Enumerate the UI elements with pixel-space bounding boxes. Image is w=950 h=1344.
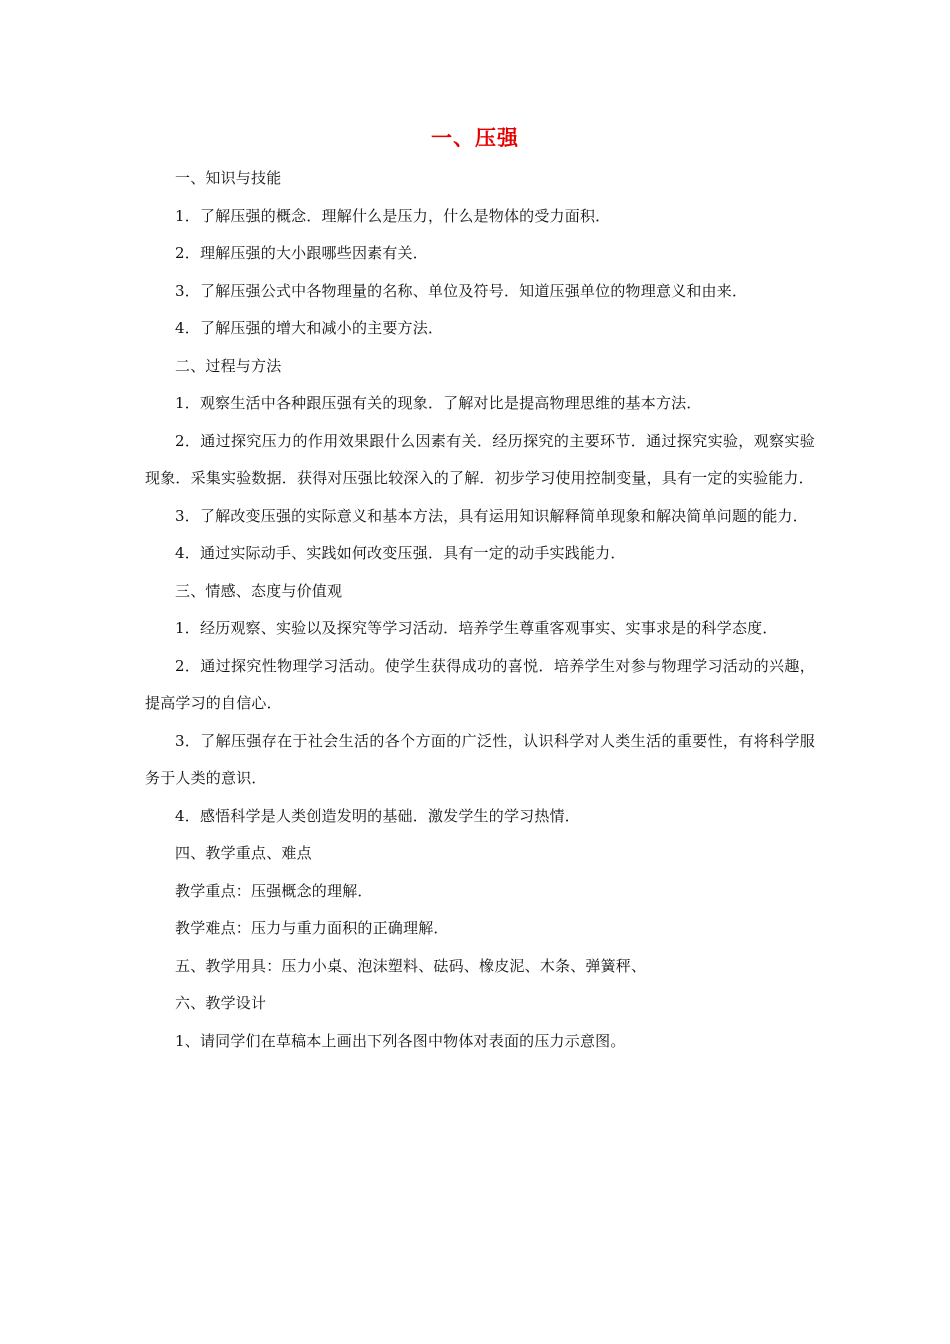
section-heading-tools: 五、教学用具：压力小桌、泡沫塑料、砝码、橡皮泥、木条、弹簧秤、 <box>175 956 647 975</box>
paragraph: 3．了解压强存在于社会生活的各个方面的广泛性，认识科学对人类生活的重要性，有将科学服务于人类的意识． <box>145 731 815 787</box>
paragraph: 2．通过探究压力的作用效果跟什么因素有关．经历探究的主要环节．通过探究实验，观察实验现象．采集实验数据．获得对压强比较深入的了解．初步学习使用控制变量，具有一定的实验能力． <box>145 431 815 487</box>
paragraph: 1、请同学们在草稿本上画出下列各图中物体对表面的压力示意图。 <box>175 1031 626 1050</box>
paragraph: 1．观察生活中各种跟压强有关的现象．了解对比是提高物理思维的基本方法． <box>175 394 702 412</box>
paragraph: 3．了解改变压强的实际意义和基本方法，具有运用知识解释简单现象和解决简单问题的能力． <box>175 506 808 525</box>
paragraph: 1．了解压强的概念．理解什么是压力，什么是物体的受力面积． <box>175 206 611 225</box>
paragraph: 教学难点：压力与重力面积的正确理解． <box>175 919 449 937</box>
section-heading-attitude: 三、情感、态度与价值观 <box>175 581 343 600</box>
paragraph: 2．理解压强的大小跟哪些因素有关． <box>175 244 428 262</box>
paragraph: 3．了解压强公式中各物理量的名称、单位及符号．知道压强单位的物理意义和由来． <box>175 281 748 300</box>
document-body <box>145 160 815 1060</box>
paragraph: 4．通过实际动手、实践如何改变压强．具有一定的动手实践能力． <box>175 544 626 562</box>
page-title: 一、压强 <box>431 126 519 150</box>
section-heading-knowledge: 一、知识与技能 <box>175 169 282 187</box>
section-heading-key-points: 四、教学重点、难点 <box>175 844 312 862</box>
paragraph: 4．了解压强的增大和减小的主要方法． <box>175 319 444 337</box>
section-heading-design: 六、教学设计 <box>175 994 267 1012</box>
paragraph: 教学重点：压强概念的理解． <box>175 881 373 900</box>
paragraph: 1．经历观察、实验以及探究等学习活动．培养学生尊重客观事实、实事求是的科学态度． <box>175 619 778 637</box>
section-heading-process: 二、过程与方法 <box>175 356 282 375</box>
paragraph: 2．通过探究性物理学习活动。使学生获得成功的喜悦．培养学生对参与物理学习活动的兴趣，提高学习的自信心． <box>145 656 815 712</box>
paragraph: 4．感悟科学是人类创造发明的基础．激发学生的学习热情． <box>175 806 580 825</box>
